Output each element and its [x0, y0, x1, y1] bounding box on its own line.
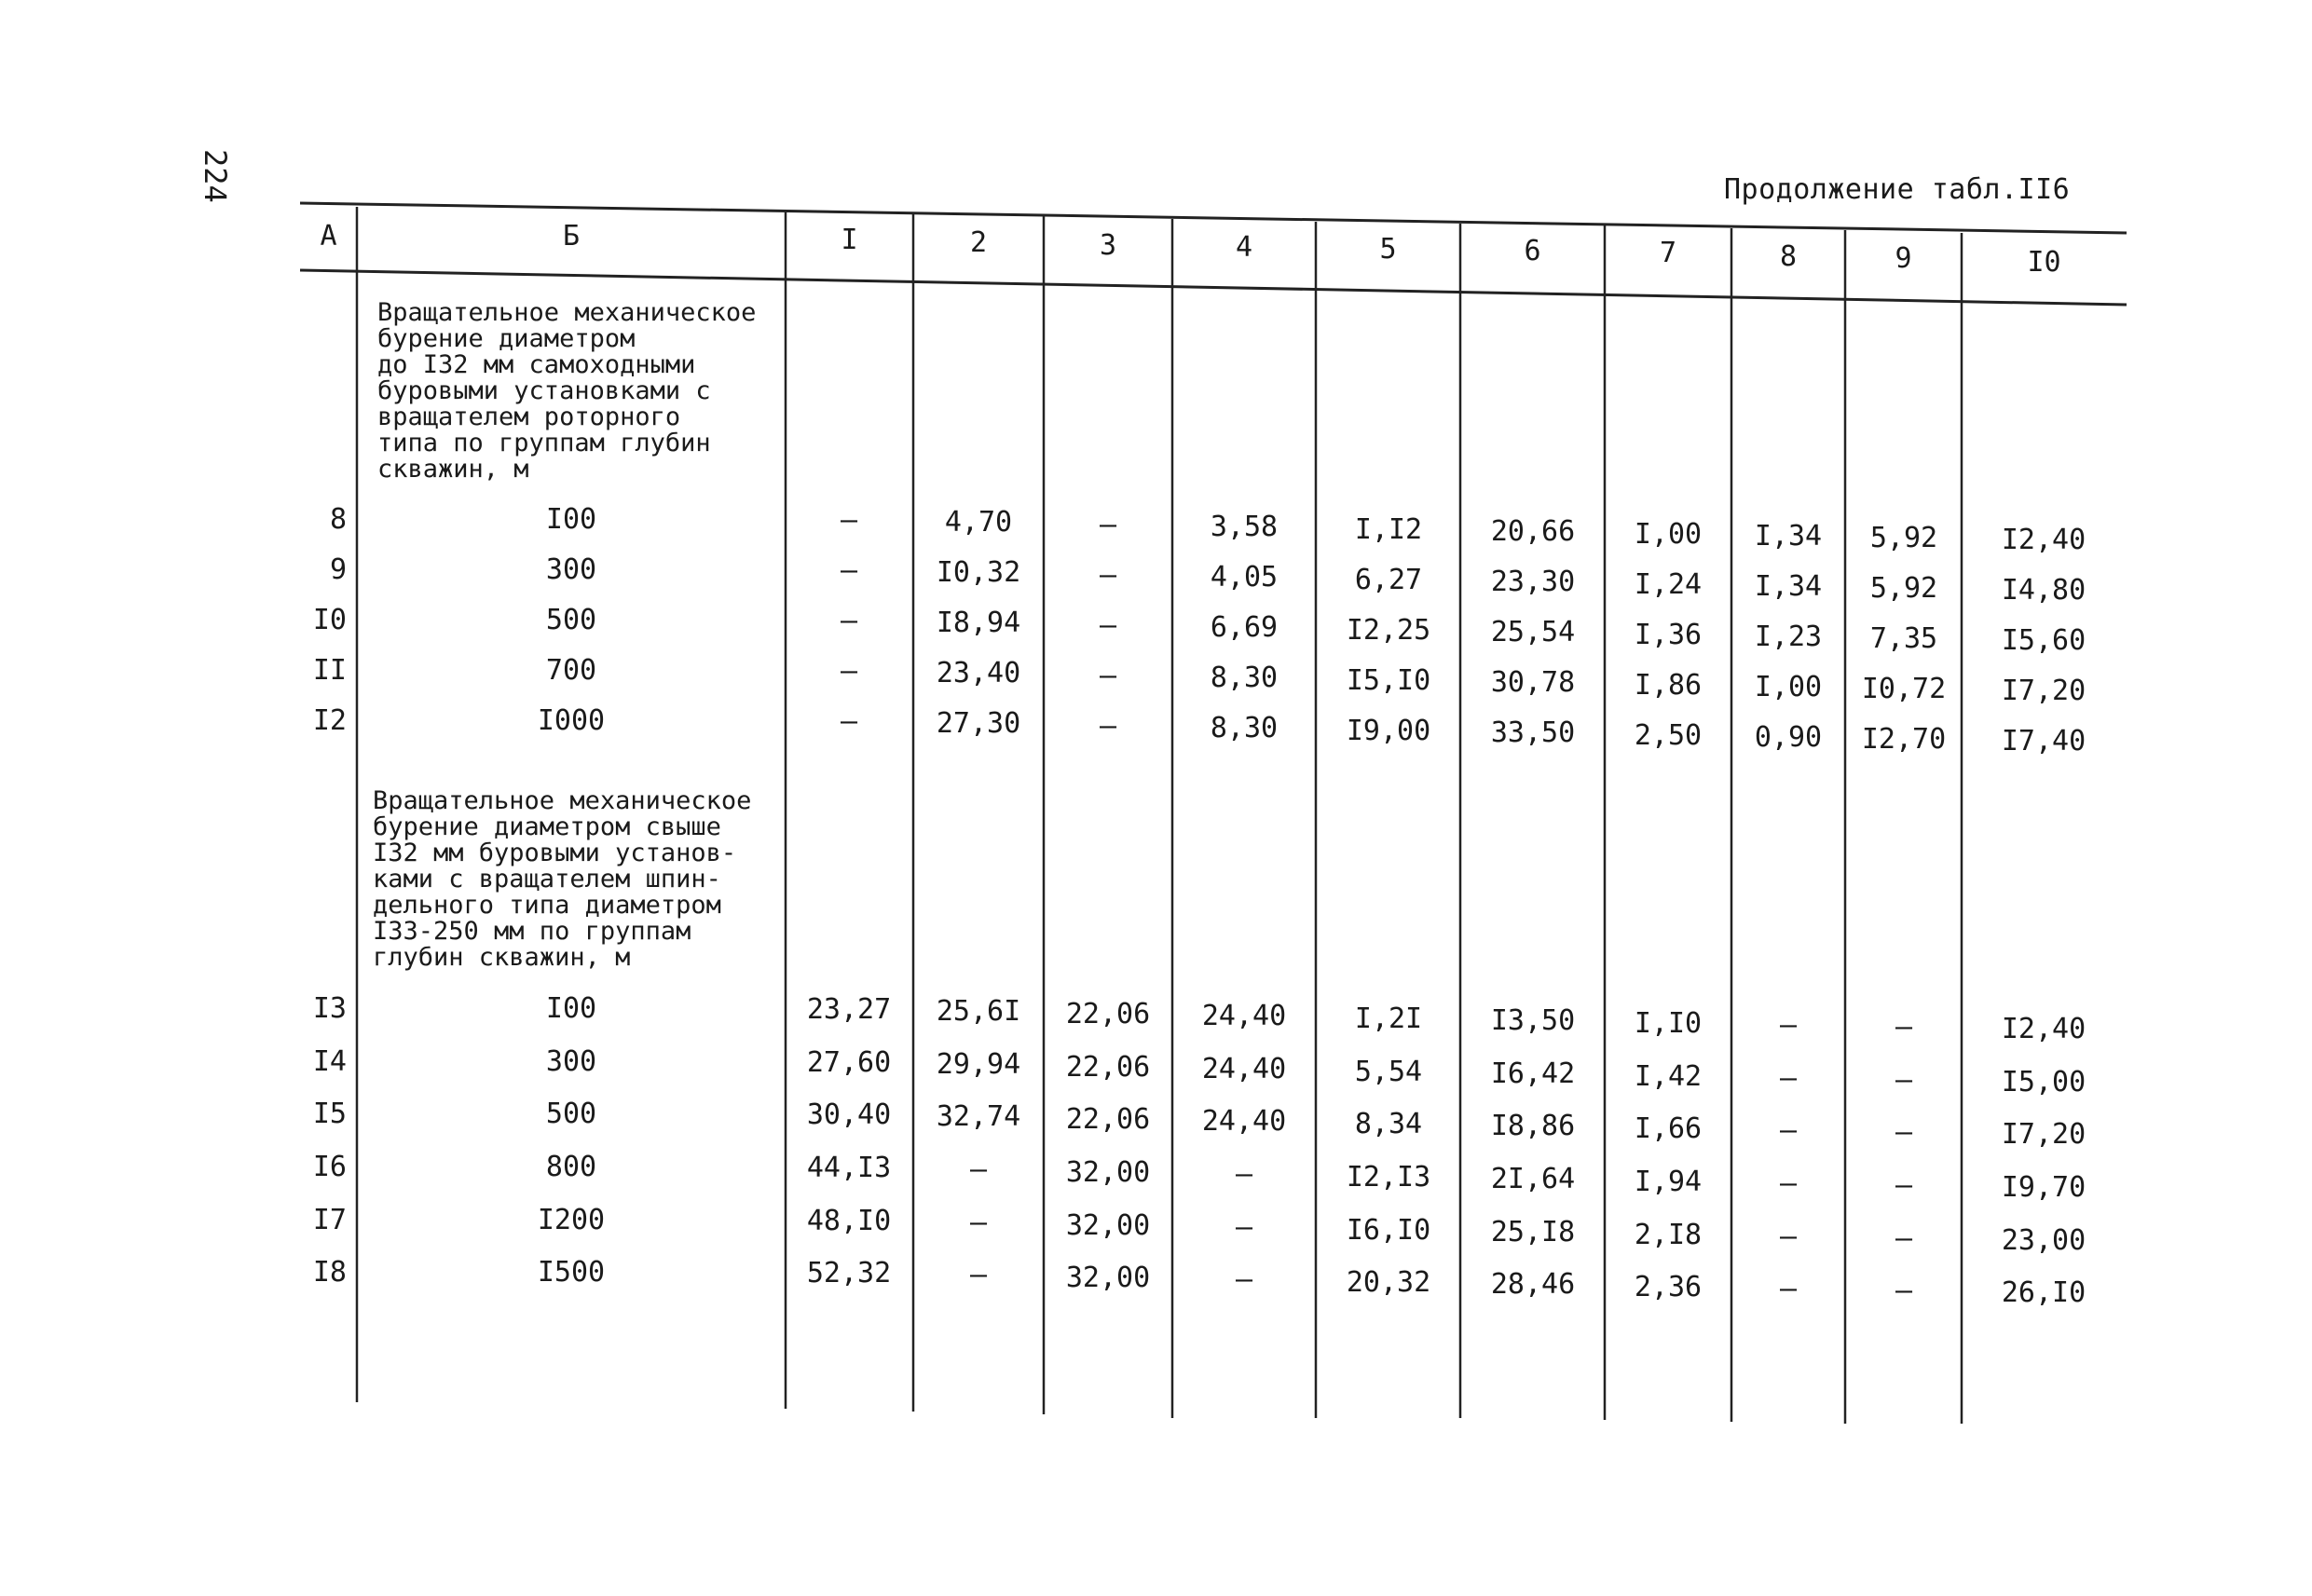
value-cell: – — [1779, 1273, 1798, 1305]
value-cell: 6,27 — [1354, 564, 1423, 596]
row-number: I5 — [312, 1098, 347, 1130]
value-cell: 8,34 — [1354, 1108, 1423, 1140]
value-cell: – — [840, 655, 858, 688]
value-cell: 24,40 — [1201, 1053, 1287, 1085]
value-cell: I,86 — [1634, 669, 1703, 702]
value-cell: – — [1099, 710, 1117, 743]
value-cell: I,24 — [1634, 568, 1703, 601]
page-number: 224 — [198, 149, 233, 203]
value-cell: I8,94 — [936, 607, 1021, 639]
row-number: 9 — [329, 553, 347, 586]
column-header: 5 — [1379, 233, 1397, 266]
value-cell: – — [1099, 660, 1117, 692]
value-cell: 24,40 — [1201, 1000, 1287, 1032]
value-cell: I,00 — [1754, 671, 1823, 703]
value-cell: I,34 — [1754, 520, 1823, 552]
value-cell: – — [969, 1259, 988, 1291]
value-cell: – — [1235, 1158, 1253, 1191]
value-cell: 2,50 — [1634, 719, 1703, 752]
value-cell: – — [1895, 1275, 1913, 1307]
value-cell: 32,00 — [1065, 1156, 1151, 1189]
value-cell: I0,72 — [1861, 673, 1947, 705]
value-cell: 24,40 — [1201, 1105, 1287, 1138]
value-cell: I4,80 — [2001, 574, 2086, 607]
column-header: Б — [562, 220, 581, 252]
value-cell: I9,00 — [1346, 715, 1431, 747]
value-cell: 0,90 — [1754, 721, 1823, 754]
value-cell: 5,92 — [1869, 572, 1938, 605]
value-cell: 4,05 — [1210, 561, 1279, 593]
value-cell: I9,70 — [2001, 1171, 2086, 1204]
value-cell: 32,00 — [1065, 1262, 1151, 1294]
value-cell: 22,06 — [1065, 1051, 1151, 1084]
table-caption: Продолжение табл.II6 — [1724, 173, 2071, 206]
value-cell: I5,00 — [2001, 1066, 2086, 1098]
column-header: 7 — [1659, 237, 1677, 269]
column-header: 8 — [1779, 240, 1798, 273]
value-cell: 5,92 — [1869, 522, 1938, 554]
depth-group-cell: 800 — [545, 1151, 597, 1183]
value-cell: I,I0 — [1634, 1007, 1703, 1040]
value-cell: I2,40 — [2001, 1013, 2086, 1045]
value-cell: 28,46 — [1490, 1268, 1576, 1301]
row-number: 8 — [329, 503, 347, 536]
value-cell: – — [1099, 559, 1117, 592]
value-cell: 2,36 — [1634, 1271, 1703, 1303]
row-number: I4 — [312, 1045, 347, 1078]
value-cell: 22,06 — [1065, 1103, 1151, 1136]
depth-group-cell: I000 — [537, 704, 606, 737]
value-cell: – — [1895, 1116, 1913, 1149]
value-cell: 20,32 — [1346, 1266, 1431, 1299]
value-cell: 48,I0 — [806, 1205, 892, 1237]
column-header: A — [320, 220, 337, 252]
value-cell: – — [1235, 1263, 1253, 1296]
depth-group-cell: 300 — [545, 553, 597, 586]
value-cell: – — [1099, 509, 1117, 541]
value-cell: I6,I0 — [1346, 1214, 1431, 1247]
value-cell: 8,30 — [1210, 712, 1279, 744]
value-cell: 30,40 — [806, 1098, 892, 1131]
row-number: II — [312, 654, 347, 687]
value-cell: 27,60 — [806, 1046, 892, 1079]
value-cell: I,66 — [1634, 1112, 1703, 1145]
value-cell: I3,50 — [1490, 1004, 1576, 1037]
value-cell: 33,50 — [1490, 716, 1576, 749]
depth-group-cell: I00 — [545, 992, 597, 1025]
value-cell: I,2I — [1354, 1003, 1423, 1035]
value-cell: 26,I0 — [2001, 1276, 2086, 1309]
depth-group-cell: 500 — [545, 604, 597, 636]
value-cell: I6,42 — [1490, 1057, 1576, 1090]
row-number: I7 — [312, 1204, 347, 1236]
value-cell: – — [840, 504, 858, 537]
value-cell: 29,94 — [936, 1048, 1021, 1081]
value-cell: I,42 — [1634, 1060, 1703, 1093]
value-cell: – — [969, 1207, 988, 1239]
value-cell: I2,I3 — [1346, 1161, 1431, 1194]
value-cell: 23,27 — [806, 993, 892, 1026]
value-cell: – — [1779, 1062, 1798, 1095]
value-cell: 8,30 — [1210, 662, 1279, 694]
value-cell: I,94 — [1634, 1166, 1703, 1198]
column-header: I — [841, 224, 858, 256]
value-cell: – — [1895, 1011, 1913, 1044]
column-header: 6 — [1524, 235, 1541, 267]
value-cell: – — [1779, 1167, 1798, 1200]
value-cell: 25,54 — [1490, 616, 1576, 648]
column-header: 4 — [1235, 231, 1253, 264]
value-cell: – — [840, 605, 858, 637]
value-cell: 25,I8 — [1490, 1216, 1576, 1248]
value-cell: I5,60 — [2001, 624, 2086, 657]
value-cell: – — [1779, 1221, 1798, 1253]
value-cell: 2,I8 — [1634, 1219, 1703, 1251]
value-cell: – — [1779, 1114, 1798, 1147]
row-number: I3 — [312, 992, 347, 1025]
value-cell: I5,I0 — [1346, 664, 1431, 697]
value-cell: I7,20 — [2001, 1118, 2086, 1151]
value-cell: 30,78 — [1490, 666, 1576, 699]
depth-group-cell: 500 — [545, 1098, 597, 1130]
value-cell: 5,54 — [1354, 1056, 1423, 1088]
value-cell: 25,6I — [936, 995, 1021, 1028]
row-number: I0 — [312, 604, 347, 636]
value-cell: 3,58 — [1210, 511, 1279, 543]
value-cell: – — [1895, 1222, 1913, 1255]
section-description: Вращательное механическое бурение диаметром до I32 мм самоходными буровыми установками с вращателем роторного типа по группам глубин скважин, м — [377, 298, 757, 484]
depth-group-cell: 300 — [545, 1045, 597, 1078]
value-cell: – — [1895, 1169, 1913, 1202]
value-cell: 44,I3 — [806, 1152, 892, 1184]
depth-group-cell: 700 — [545, 654, 597, 687]
value-cell: 23,30 — [1490, 566, 1576, 598]
value-cell: – — [840, 705, 858, 738]
value-cell: – — [969, 1153, 988, 1186]
value-cell: 20,66 — [1490, 515, 1576, 548]
value-cell: 52,32 — [806, 1257, 892, 1289]
depth-group-cell: I200 — [537, 1204, 606, 1236]
value-cell: I,34 — [1754, 570, 1823, 603]
value-cell: I7,40 — [2001, 725, 2086, 757]
depth-group-cell: I500 — [537, 1256, 606, 1289]
value-cell: I2,70 — [1861, 723, 1947, 756]
value-cell: 32,00 — [1065, 1209, 1151, 1242]
value-cell: – — [840, 554, 858, 587]
row-number: I6 — [312, 1151, 347, 1183]
column-header: 2 — [969, 226, 988, 259]
value-cell: I,I2 — [1354, 513, 1423, 546]
value-cell: 7,35 — [1869, 622, 1938, 655]
value-cell: 6,69 — [1210, 611, 1279, 644]
value-cell: – — [1779, 1009, 1798, 1042]
value-cell: I8,86 — [1490, 1110, 1576, 1142]
section-description: Вращательное механическое бурение диаметром свыше I32 мм буровыми установ- ками с вращателем шпин- дельного типа диаметром I33-250 мм по группам глубин скважин, м — [373, 786, 752, 972]
value-cell: I7,20 — [2001, 675, 2086, 707]
value-cell: I2,25 — [1346, 614, 1431, 647]
value-cell: I,36 — [1634, 619, 1703, 651]
value-cell: 22,06 — [1065, 998, 1151, 1030]
value-cell: I,23 — [1754, 621, 1823, 653]
value-cell: 23,00 — [2001, 1224, 2086, 1257]
value-cell: 23,40 — [936, 657, 1021, 689]
value-cell: I2,40 — [2001, 524, 2086, 556]
value-cell: 2I,64 — [1490, 1163, 1576, 1195]
column-header: 3 — [1099, 229, 1117, 262]
row-number: I2 — [312, 704, 347, 737]
value-cell: – — [1235, 1211, 1253, 1244]
value-cell: – — [1099, 609, 1117, 642]
depth-group-cell: I00 — [545, 503, 597, 536]
row-number: I8 — [312, 1256, 347, 1289]
value-cell: I0,32 — [936, 556, 1021, 589]
column-header: I0 — [2027, 246, 2061, 279]
value-cell: I,00 — [1634, 518, 1703, 551]
value-cell: 32,74 — [936, 1100, 1021, 1133]
column-header: 9 — [1895, 242, 1912, 275]
value-cell: 4,70 — [944, 506, 1013, 539]
value-cell: 27,30 — [936, 707, 1021, 740]
value-cell: – — [1895, 1064, 1913, 1097]
